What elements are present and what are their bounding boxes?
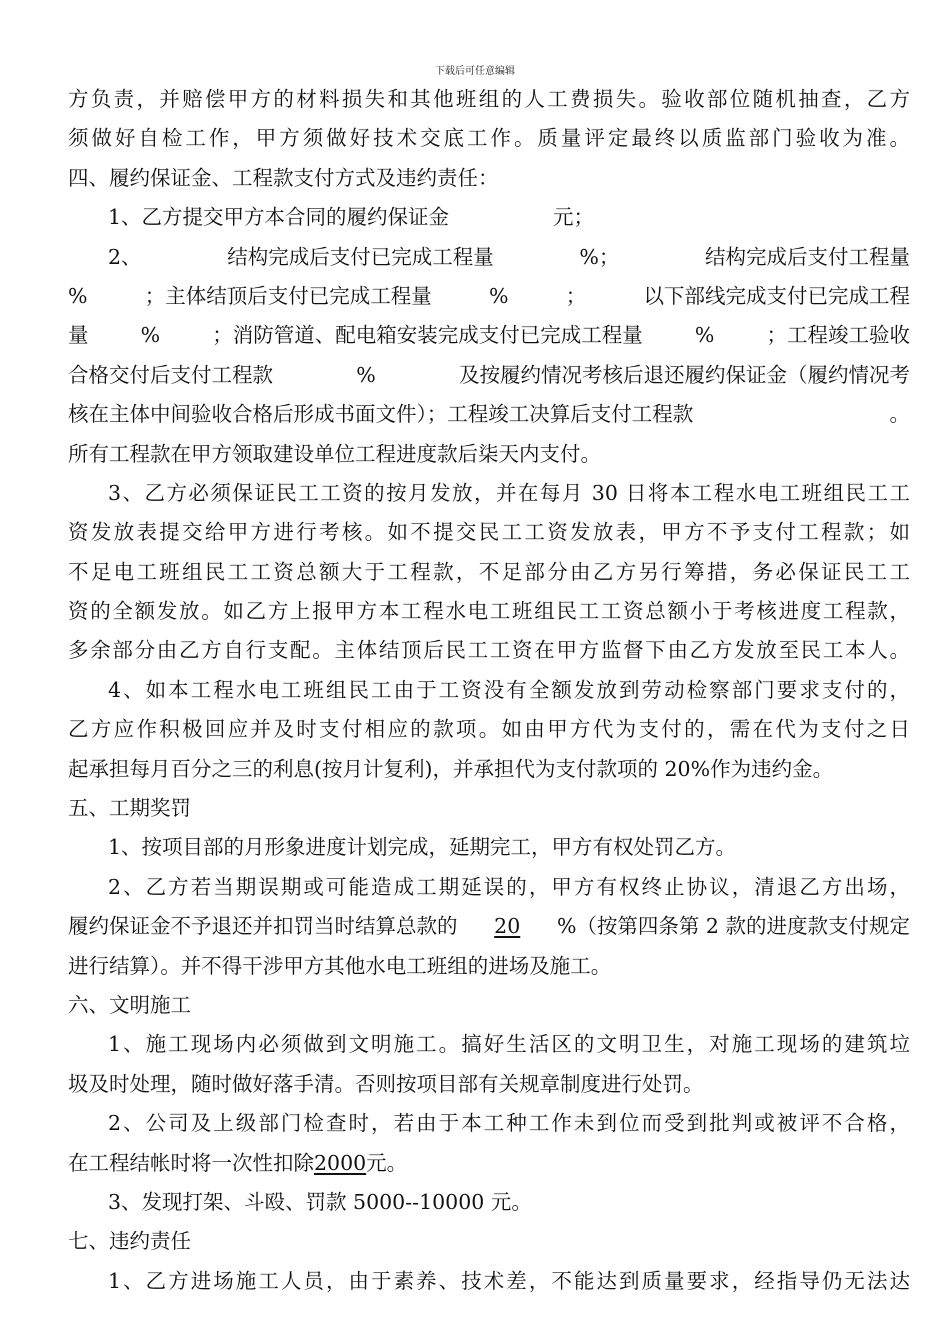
text-line bbox=[68, 907, 910, 946]
text-segment: 五、工期奖罚 bbox=[68, 796, 191, 821]
text-segment: 1、施工现场内必须做到文明施工。搞好生活区的文明卫生，对施工现场的建筑垃 bbox=[108, 1032, 910, 1057]
text-segment: ；主体结顶后支付已完成工程量 bbox=[144, 283, 432, 308]
text-line bbox=[68, 710, 910, 749]
text-segment: 在工程结帐时将一次性扣除 bbox=[68, 1150, 314, 1175]
text-line bbox=[68, 553, 910, 592]
text-segment: 元。 bbox=[366, 1150, 408, 1175]
document-lines bbox=[68, 80, 910, 1301]
text-line bbox=[68, 671, 910, 710]
text-line bbox=[68, 80, 910, 119]
text-line bbox=[68, 868, 910, 907]
text-segment: 资发放表提交给甲方进行考核。如不提交民工工资发放表，甲方不予支付工程款；如 bbox=[68, 520, 910, 545]
text-segment: 结构完成后支付已完成工程量 bbox=[227, 244, 494, 269]
text-line bbox=[68, 356, 910, 395]
text-segment: 结构完成后支付工程量 bbox=[705, 244, 910, 269]
text-segment: ；消防管道、配电箱安装完成支付已完成工程量 bbox=[212, 323, 643, 348]
text-line bbox=[68, 198, 910, 237]
text-segment: 3、乙方必须保证民工工资的按月发放，并在每月 30 日将本工程水电工班组民工工 bbox=[108, 480, 910, 505]
text-line bbox=[68, 986, 910, 1025]
text-line bbox=[68, 592, 910, 631]
text-segment: 1、乙方进场施工人员，由于素养、技术差，不能达到质量要求，经指导仍无法达 bbox=[108, 1268, 910, 1293]
text-line bbox=[68, 828, 910, 867]
text-segment: 合格交付后支付工程款 bbox=[68, 362, 273, 387]
text-line bbox=[68, 1183, 910, 1222]
text-line bbox=[68, 238, 910, 277]
text-segment: 履约保证金不予退还并扣罚当时结算总款的 bbox=[68, 914, 458, 939]
text-line bbox=[68, 474, 910, 513]
text-line bbox=[68, 513, 910, 552]
text-segment: 方负责，并赔偿甲方的材料损失和其他班组的人工费损失。验收部位随机抽查，乙方 bbox=[68, 87, 910, 111]
text-segment: 多余部分由乙方自行支配。主体结顶后民工工资在甲方监督下由乙方发放至民工本人。 bbox=[68, 638, 910, 663]
text-segment: % bbox=[356, 362, 376, 387]
text-segment: 乙方应作积极回应并及时支付相应的款项。如由甲方代为支付的，需在代为支付之日 bbox=[68, 717, 910, 742]
document-body bbox=[68, 80, 910, 1301]
text-segment: 20 bbox=[494, 914, 521, 939]
text-line bbox=[68, 1262, 910, 1301]
text-segment: 进行结算）。并不得干涉甲方其他水电工班组的进场及施工。 bbox=[68, 953, 612, 978]
text-segment: 以下部线完成支付已完成工程 bbox=[643, 283, 910, 308]
text-segment: 核在主体中间验收合格后形成书面文件）；工程竣工决算后支付工程款 bbox=[68, 402, 694, 427]
text-line bbox=[68, 1222, 910, 1261]
text-segment: %； bbox=[579, 244, 620, 269]
text-line bbox=[68, 316, 910, 355]
text-segment: 2、公司及上级部门检查时，若由于本工种工作未到位而受到批判或被评不合格， bbox=[108, 1111, 910, 1136]
text-line bbox=[68, 631, 910, 670]
text-line bbox=[68, 435, 910, 474]
text-segment: 资的全额发放。如乙方上报甲方本工程水电工班组民工工资总额小于考核进度工程款， bbox=[68, 599, 910, 624]
text-segment: 四、履约保证金、工程款支付方式及违约责任： bbox=[68, 165, 499, 190]
text-segment: 1、按项目部的月形象进度计划完成，延期完工，甲方有权处罚乙方。 bbox=[108, 835, 737, 860]
text-line bbox=[68, 395, 910, 434]
text-segment: 六、文明施工 bbox=[68, 992, 191, 1017]
text-segment: %（按第四条第 2 款的进度款支付规定 bbox=[556, 914, 910, 939]
text-line bbox=[68, 1025, 910, 1064]
text-segment: % bbox=[140, 323, 161, 348]
text-segment: 量 bbox=[68, 323, 89, 348]
text-segment: 及按履约情况考核后退还履约保证金（履约情况考 bbox=[458, 362, 910, 387]
text-segment: % bbox=[694, 323, 715, 348]
text-line bbox=[68, 750, 910, 789]
text-segment: % bbox=[488, 283, 509, 308]
text-segment: ； bbox=[565, 283, 587, 308]
text-segment: 3、发现打架、斗殴、罚款 5000--10000 元。 bbox=[108, 1189, 532, 1214]
text-segment: 2000 bbox=[314, 1150, 367, 1175]
text-segment: 1、乙方提交甲方本合同的履约保证金 bbox=[108, 205, 450, 230]
text-segment: 须做好自检工作，甲方须做好技术交底工作。质量评定最终以质监部门验收为准。 bbox=[68, 126, 910, 151]
text-segment: 所有工程款在甲方领取建设单位工程进度款后柒天内支付。 bbox=[68, 441, 601, 466]
text-segment: 元； bbox=[553, 205, 595, 230]
page-header-note: 下载后可任意编辑 bbox=[435, 66, 515, 77]
text-segment: 。 bbox=[889, 402, 910, 427]
text-segment: 起承担每月百分之三的利息(按月计复利)，并承担代为支付款项的 20%作为违约金。 bbox=[68, 756, 834, 781]
text-line bbox=[68, 789, 910, 828]
text-line bbox=[68, 947, 910, 986]
text-segment: 圾及时处理，随时做好落手清。否则按项目部有关规章制度进行处罚。 bbox=[68, 1071, 704, 1096]
text-line bbox=[68, 277, 910, 316]
text-segment: 七、违约责任 bbox=[68, 1229, 191, 1254]
text-line bbox=[68, 1144, 910, 1183]
text-segment: 2、 bbox=[108, 244, 142, 269]
text-line bbox=[68, 1065, 910, 1104]
text-line bbox=[68, 159, 910, 198]
text-segment: ；工程竣工验收 bbox=[766, 323, 910, 348]
text-line bbox=[68, 1104, 910, 1143]
text-segment: 4、如本工程水电工班组民工由于工资没有全额发放到劳动检察部门要求支付的， bbox=[108, 677, 910, 702]
text-line bbox=[68, 119, 910, 158]
text-segment: 不足电工班组民工工资总额大于工程款，不足部分由乙方另行筹措，务必保证民工工 bbox=[68, 559, 910, 584]
text-segment: 2、乙方若当期误期或可能造成工期延误的，甲方有权终止协议，清退乙方出场， bbox=[108, 874, 910, 899]
text-segment: % bbox=[68, 283, 88, 308]
